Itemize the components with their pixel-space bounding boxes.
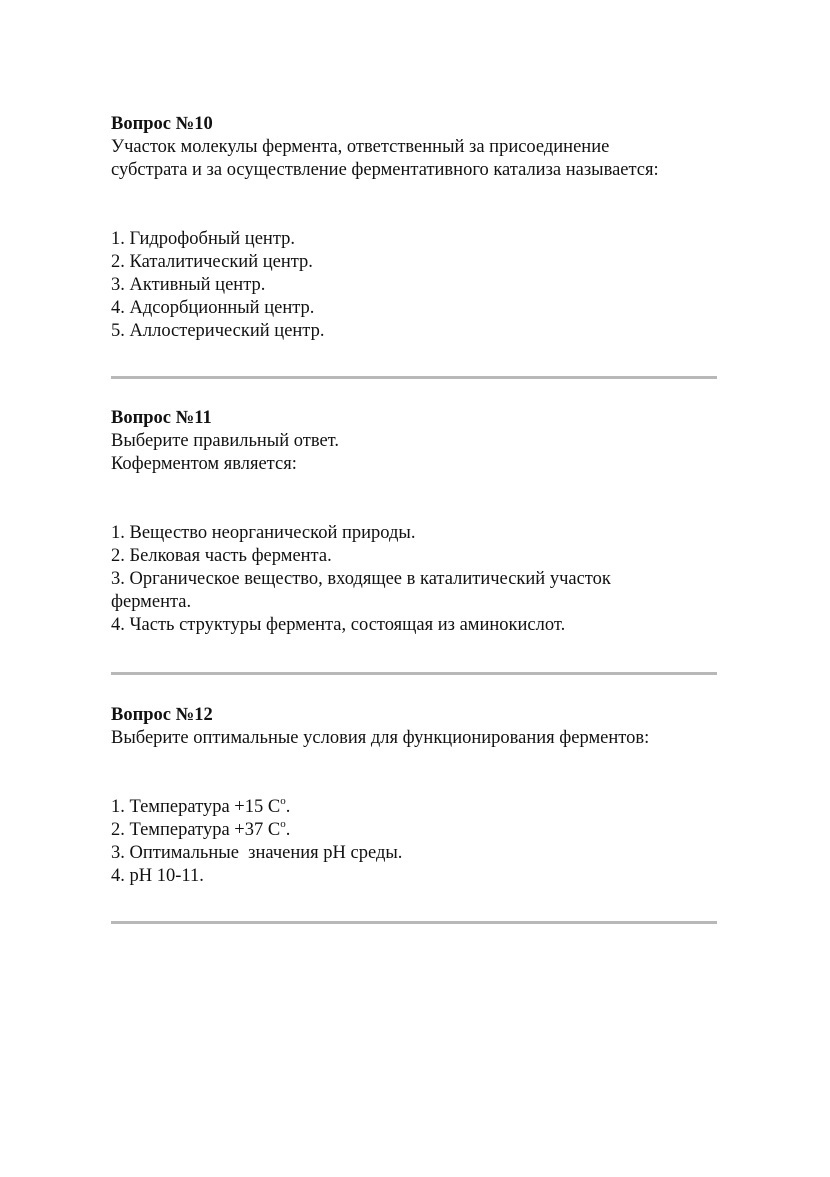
degree-mark: о (280, 794, 286, 807)
question-text-line: Выберите правильный ответ. (111, 431, 339, 451)
question-10 (111, 113, 721, 343)
answer-option: 3. Оптимальные значения рН среды. (111, 843, 403, 863)
question-11 (111, 407, 721, 637)
question-text-line: Участок молекулы фермента, ответственный за присоединение (111, 137, 610, 157)
answer-option: 4. рН 10-11. (111, 866, 204, 886)
answer-option: 1. Гидрофобный центр. (111, 229, 296, 249)
question-text-line: субстрата и за осуществление ферментативного катализа называется: (111, 160, 659, 180)
question-text (111, 727, 721, 750)
question-text (111, 430, 721, 476)
question-text-line: Выберите оптимальные условия для функционирования ферментов: (111, 728, 650, 748)
question-12 (111, 704, 721, 888)
question-title: Вопрос №10 (111, 114, 213, 134)
answer-option: 4. Адсорбционный центр. (111, 298, 315, 318)
question-text-line: Коферментом является: (111, 454, 297, 474)
answer-list (111, 522, 721, 637)
answer-option: 4. Часть структуры фермента, состоящая из аминокислот. (111, 615, 566, 635)
answer-option (111, 796, 721, 819)
answer-option: 2. Каталитический центр. (111, 252, 313, 272)
section-divider (111, 921, 717, 924)
question-title: Вопрос №11 (111, 408, 212, 428)
answer-option-continuation: фермента. (111, 592, 192, 612)
answer-option (111, 819, 721, 842)
answer-option: 3. Активный центр. (111, 275, 266, 295)
answer-option: 1. Вещество неорганической природы. (111, 523, 416, 543)
answer-option: 3. Органическое вещество, входящее в каталитический участок (111, 569, 611, 589)
answer-option-text: 1. Температура +15 С (111, 797, 281, 817)
answer-option: 2. Белковая часть фермента. (111, 546, 332, 566)
section-divider (111, 672, 717, 675)
answer-suffix: . (285, 797, 291, 817)
question-title: Вопрос №12 (111, 705, 213, 725)
question-text (111, 136, 721, 182)
answer-option-text: 2. Температура +37 С (111, 820, 281, 840)
answer-option: 5. Аллостерический центр. (111, 321, 325, 341)
answer-list (111, 228, 721, 343)
answer-suffix: . (285, 820, 291, 840)
answer-list (111, 796, 721, 888)
degree-mark: о (280, 817, 286, 830)
section-divider (111, 376, 717, 379)
